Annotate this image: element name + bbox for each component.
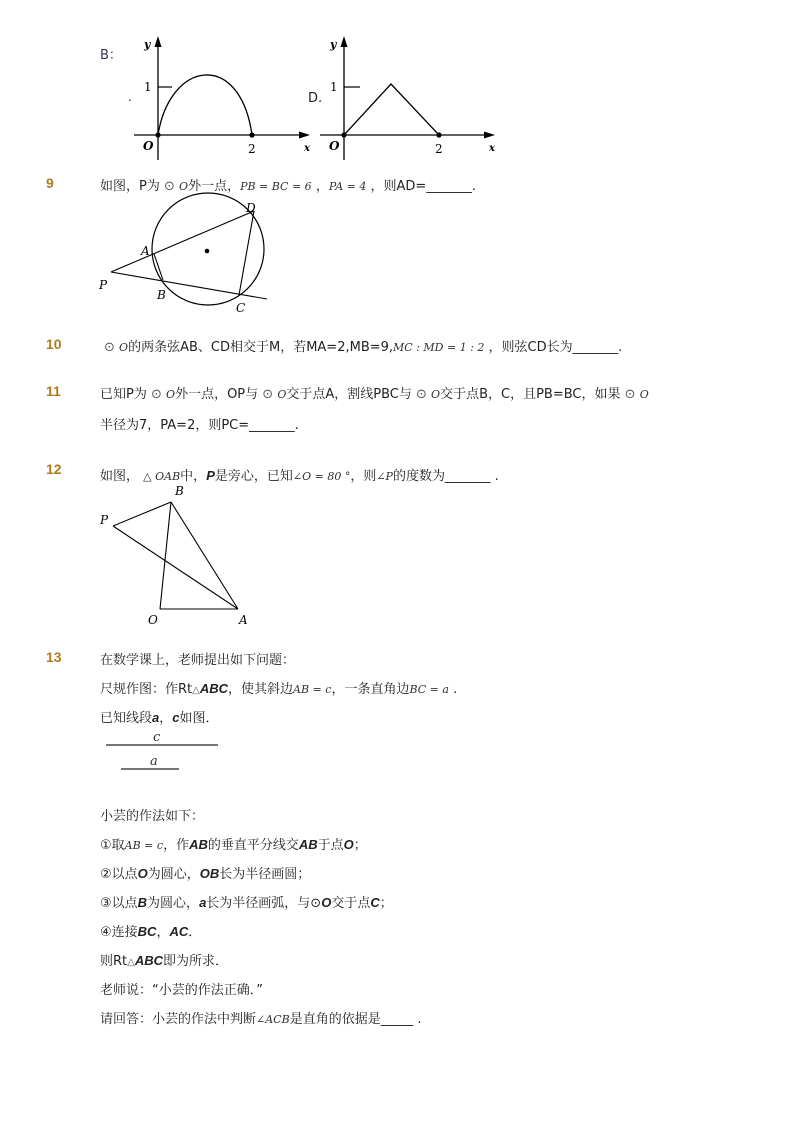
q13-step1-o: O — [343, 837, 354, 852]
q13-line2-a: 尺规作图：作Rt — [100, 682, 193, 697]
graph-b-y-tick: 1 — [144, 80, 152, 94]
q13-line2-c: ，一条直角边 — [331, 682, 410, 697]
graph-d-y-tick: 1 — [330, 80, 338, 94]
circle-symbol: ⊙ — [163, 179, 175, 194]
q13-step2 — [100, 863, 310, 882]
q13-method-title: 小芸的作法如下： — [100, 809, 205, 824]
q11-o-symbol: O — [431, 388, 441, 401]
question-number-9: 9 — [46, 175, 54, 191]
q11-text4: 交于点B，C，且PB=BC，如果 — [440, 387, 621, 402]
question-number-11: 11 — [46, 383, 61, 399]
q9-cond1: PB = BC = 6 — [240, 180, 312, 193]
q9-label-a: A — [141, 244, 150, 258]
q9-label-d: D — [246, 201, 256, 215]
q13-abc: ABC — [199, 681, 229, 696]
q12-text2: 中， — [180, 469, 207, 484]
graph-b-y-label: y — [144, 38, 151, 51]
graph-d-polyline — [344, 84, 439, 135]
graph-b-curve — [158, 75, 252, 135]
q13-step1-d: 于点 — [317, 838, 344, 853]
q13-step1-c: 的垂直平分线交 — [207, 838, 299, 853]
graph-d — [318, 30, 500, 160]
q9-cond2: PA = 4 — [328, 180, 367, 193]
q13-line3-a: 已知线段 — [100, 711, 153, 726]
circle-symbol: ⊙ — [624, 387, 636, 402]
q13-step3-c: 长为半径画弧，与⊙ — [206, 896, 322, 911]
q11-o-symbol: O — [277, 388, 287, 401]
segment-c-label: c — [153, 730, 161, 745]
q13-step4-c: ． — [188, 925, 202, 940]
q13-line1: 在数学课上，老师提出如下问题： — [100, 653, 296, 668]
graph-b-origin: O — [143, 139, 154, 153]
q13-step3-c-var: C — [370, 895, 380, 910]
q12-angle-p: ∠P — [376, 470, 393, 483]
option-d-label: D. — [308, 91, 323, 106]
q13-step1-ab: AB — [298, 837, 318, 852]
q13-step3-e: ； — [379, 896, 393, 911]
q12-text3: 是旁心，已知 — [214, 469, 293, 484]
q13-step1-ab: AB — [189, 837, 208, 852]
q12-angle-o: ∠O = 80 ° — [292, 470, 351, 483]
q10-text1: 的两条弦AB、CD相交于M，若MA=2,MB=9, — [128, 340, 394, 355]
q10-o-symbol: O — [119, 341, 129, 354]
q13-c-var: c — [172, 710, 180, 725]
q9-label-c: C — [236, 301, 246, 315]
q9-label-p: P — [99, 278, 108, 292]
q12-triangle: △ OAB — [143, 470, 181, 483]
q9-o-symbol: O — [179, 180, 189, 193]
q13-line3 — [100, 707, 219, 726]
q13-step2-ob: OB — [199, 866, 220, 881]
q13-bc-eq: BC = a — [409, 683, 449, 696]
q13-step2-b: 为圆心， — [147, 867, 200, 882]
q12-label-p: P — [100, 513, 109, 527]
graph-d-origin: O — [329, 139, 340, 153]
q13-step4-b: ， — [156, 925, 170, 940]
option-b-dot: . — [128, 90, 132, 104]
q11-line1 — [100, 383, 649, 402]
option-b-label: B： — [100, 48, 122, 63]
q13-step4 — [100, 921, 201, 940]
q13-question-a: 请回答：小芸的作法中判断 — [100, 1012, 257, 1027]
graph-d-x-label: x — [489, 143, 495, 154]
q10-text — [104, 336, 622, 355]
q13-line2 — [100, 678, 457, 697]
q12-text1: 如图， — [100, 469, 140, 484]
question-number-13: 13 — [46, 649, 62, 665]
q13-question — [100, 1008, 421, 1027]
triangle-symbol: △ — [192, 685, 200, 696]
q13-step3-o: O — [321, 895, 332, 910]
q13-step1 — [100, 834, 367, 853]
segment-a-label: a — [150, 754, 158, 769]
q13-result-b: 即为所求． — [163, 954, 229, 969]
q13-step3-a: ③以点 — [100, 896, 138, 911]
q13-line2-d: . — [453, 682, 458, 697]
q13-step1-b: ，作 — [163, 838, 190, 853]
q10-ratio: MC : MD = 1 : 2 — [393, 341, 485, 354]
q12-label-o: O — [148, 613, 158, 627]
circle-symbol: ⊙ — [150, 387, 162, 402]
graph-d-y-label: y — [330, 38, 337, 51]
q10-text2: ，则弦CD长为_______. — [488, 340, 623, 355]
q12-p-symbol: P — [206, 468, 215, 483]
q13-step3-a-var: a — [199, 895, 207, 910]
q13-step4-ac: AC — [169, 924, 189, 939]
q13-result-a: 则Rt — [100, 954, 128, 969]
q9-prefix: 如图，P为 — [100, 179, 160, 194]
q13-step2-c: 长为半径画圆； — [219, 867, 311, 882]
q13-line3-c: 如图． — [179, 711, 219, 726]
q13-step1-a: ①取 — [100, 838, 125, 853]
q13-step4-bc: BC — [137, 924, 157, 939]
q13-step3-d: 交于点 — [331, 896, 371, 911]
q11-o-symbol: O — [639, 388, 649, 401]
question-number-12: 12 — [46, 461, 62, 477]
graph-b — [130, 30, 315, 160]
q12-text5: 的度数为_______ . — [392, 469, 499, 484]
q13-question-b: 是直角的依据是_____ . — [289, 1012, 422, 1027]
q13-result — [100, 950, 228, 969]
circle-symbol: ⊙ — [262, 387, 274, 402]
q13-ab-eq: AB = c — [293, 683, 332, 696]
q9-suffix: ，则AD=_______. — [370, 179, 476, 194]
q13-step3-b: B — [137, 895, 148, 910]
q13-segments-figure — [100, 728, 230, 776]
q13-teacher: 老师说：“小芸的作法正确．” — [100, 983, 263, 998]
q13-step4-a: ④连接 — [100, 925, 138, 940]
graph-d-x-tick: 2 — [435, 142, 443, 156]
q9-comma: ， — [315, 179, 329, 194]
q12-label-a: A — [239, 613, 248, 627]
q13-angle-acb: ∠ACB — [256, 1013, 290, 1026]
triangle-symbol: △ — [127, 957, 135, 968]
circle-symbol: ⊙ — [104, 340, 115, 355]
q12-figure — [96, 482, 256, 628]
q13-step3 — [100, 892, 393, 911]
q13-step2-o: O — [137, 866, 148, 881]
q11-text3: 交于点A，割线PBC与 — [286, 387, 412, 402]
q13-step1-eq: AB = c — [124, 839, 164, 852]
q11-o-symbol: O — [166, 388, 176, 401]
q13-a-var: a — [152, 710, 160, 725]
q12-text4: ，则 — [350, 469, 377, 484]
q13-step3-b-text: 为圆心， — [147, 896, 200, 911]
question-number-10: 10 — [46, 336, 62, 352]
q11-text2: 外一点，OP与 — [175, 387, 259, 402]
q13-step2-a: ②以点 — [100, 867, 138, 882]
q13-result-abc: ABC — [134, 953, 164, 968]
q9-figure — [96, 192, 276, 316]
q9-mid: 外一点， — [188, 179, 241, 194]
q13-line2-b: ，使其斜边 — [228, 682, 294, 697]
q13-line3-b: ， — [159, 711, 173, 726]
q13-step1-e: ； — [353, 838, 367, 853]
q11-text1: 已知P为 — [100, 387, 147, 402]
q12-label-b: B — [175, 484, 184, 498]
graph-b-x-label: x — [304, 143, 310, 154]
circle-symbol: ⊙ — [416, 387, 427, 402]
q11-line2: 半径为7，PA=2，则PC=_______. — [100, 418, 299, 433]
graph-b-x-tick: 2 — [248, 142, 256, 156]
q9-label-b: B — [157, 288, 166, 302]
